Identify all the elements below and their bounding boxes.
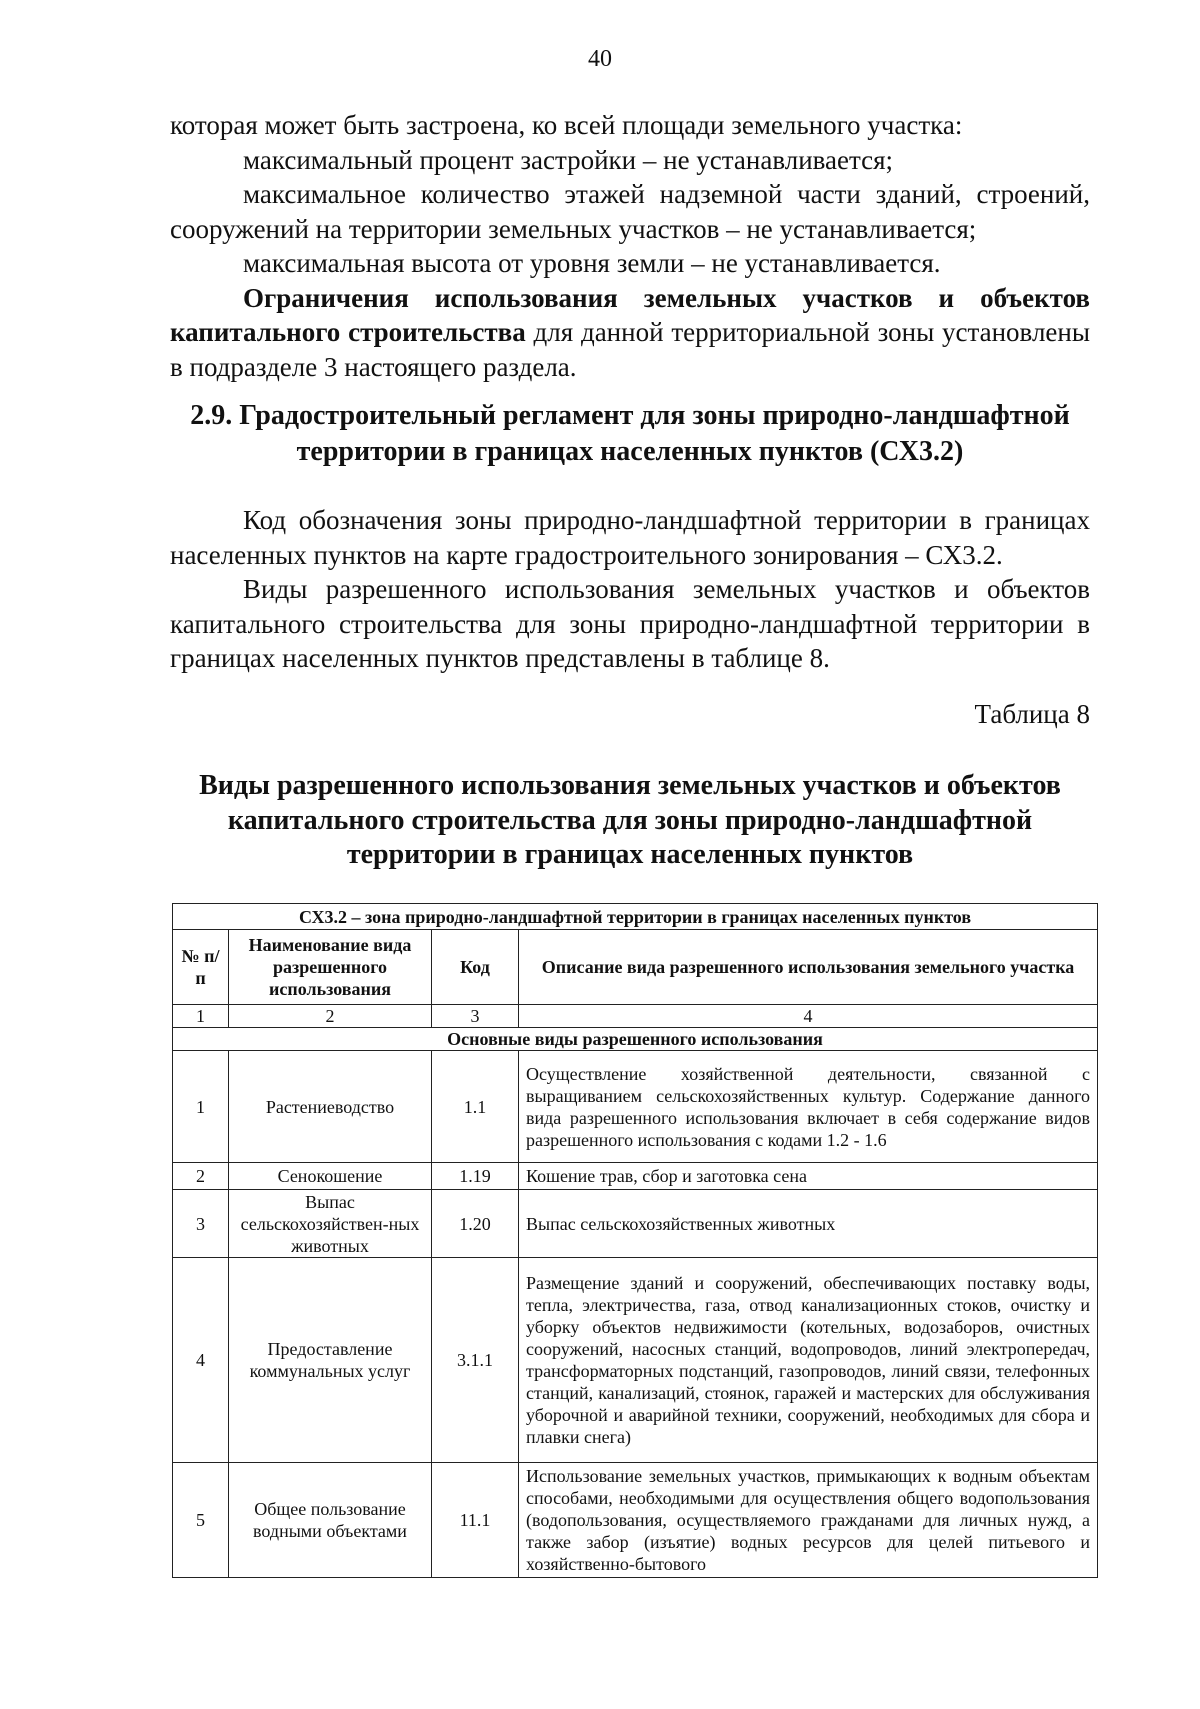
row-name: Растениеводство <box>229 1051 432 1163</box>
permitted-uses-table <box>172 903 1098 1578</box>
row-code: 11.1 <box>432 1463 519 1578</box>
section-heading <box>170 398 1090 470</box>
paragraph-zone-code: Код обозначения зоны природно-ландшафтной территории в границах населенных пунктов на карте градостроительного зонирования – СХ3.2. <box>170 505 1090 570</box>
column-number: 3 <box>432 1005 519 1028</box>
row-description: Выпас сельскохозяйственных животных <box>519 1190 1098 1258</box>
table-title-line3: территории в границах населенных пунктов <box>346 839 914 870</box>
header-code: Код <box>432 930 519 1005</box>
header-description: Описание вида разрешенного использования земельного участка <box>519 930 1098 1005</box>
paragraph-restrictions <box>170 281 1090 385</box>
row-code: 1.20 <box>432 1190 519 1258</box>
row-num: 4 <box>173 1258 229 1463</box>
intro-text-block <box>170 108 1090 384</box>
restrictions-rest-text: для данной территориальной зоны установлены в подразделе 3 настоящего раздела. <box>170 317 1090 382</box>
section-heading-line1: 2.9. Градостроительный регламент для зоны природно-ландшафтной <box>190 400 1070 431</box>
row-name: Предоставление коммунальных услуг <box>229 1258 432 1463</box>
page-number: 40 <box>588 46 612 72</box>
table-row <box>173 1258 1098 1463</box>
column-number-row <box>173 1005 1098 1028</box>
row-code: 1.19 <box>432 1163 519 1190</box>
table-row <box>173 1163 1098 1190</box>
column-number: 2 <box>229 1005 432 1028</box>
zone-description-block <box>170 503 1090 676</box>
table-row <box>173 1463 1098 1578</box>
table-row <box>173 1051 1098 1163</box>
row-description: Размещение зданий и сооружений, обеспечивающих поставку воды, тепла, электричества, газа, отвод канализационных стоков, очистку и уборку объектов недвижимости (котельных, водозаборов, очистных сооружений, насосных станций, водопроводов, линий электропередач, трансформаторных подстанций, газопроводов, линий связи, телефонных станций, канализаций, стоянок, гаражей и мастерских для обслуживания уборочной и аварийной техники, сооружений, необходимых для сбора и плавки снега) <box>519 1258 1098 1463</box>
zone-header-cell: СХ3.2 – зона природно-ландшафтной территории в границах населенных пунктов <box>173 904 1098 930</box>
column-number: 1 <box>173 1005 229 1028</box>
group-header-cell: Основные виды разрешенного использования <box>173 1028 1098 1051</box>
row-description: Использование земельных участков, примыкающих к водным объектам способами, необходимыми для осуществления общего водопользования (водопользования, осуществляемого гражданами для личных нужд, а также забор (изъятие) водных ресурсов для целей питьевого и хозяйственно-бытового <box>519 1463 1098 1578</box>
row-name: Выпас сельскохозяйствен-ных животных <box>229 1190 432 1258</box>
paragraph-max-floors-line1: максимальное количество этажей надземной части зданий, строений, <box>243 179 1090 209</box>
group-header-row <box>173 1028 1098 1051</box>
paragraph-continuation: которая может быть застроена, ко всей площади земельного участка: <box>170 110 963 140</box>
header-num: № п/п <box>173 930 229 1005</box>
row-name: Сенокошение <box>229 1163 432 1190</box>
header-name: Наименование вида разрешенного использования <box>229 930 432 1005</box>
table-title-line1: Виды разрешенного использования земельных участков и объектов <box>199 770 1061 801</box>
table-title <box>160 769 1100 873</box>
row-num: 1 <box>173 1051 229 1163</box>
row-num: 3 <box>173 1190 229 1258</box>
zone-header-row <box>173 904 1098 930</box>
row-description: Осуществление хозяйственной деятельности, связанной с выращиванием сельскохозяйственных культур. Содержание данного вида разрешенного использования включает в себя содержание видов разрешенного использования с кодами 1.2 - 1.6 <box>519 1051 1098 1163</box>
table-caption: Таблица 8 <box>974 699 1090 729</box>
section-heading-line2: территории в границах населенных пунктов (СХ3.2) <box>296 436 964 467</box>
column-number: 4 <box>519 1005 1098 1028</box>
row-code: 3.1.1 <box>432 1258 519 1463</box>
paragraph-max-floors-line2: сооружений на территории земельных участков – не устанавливается; <box>170 213 977 244</box>
row-description: Кошение трав, сбор и заготовка сена <box>519 1163 1098 1190</box>
column-header-row <box>173 930 1098 1005</box>
table-row <box>173 1190 1098 1258</box>
paragraph-max-height: максимальная высота от уровня земли – не устанавливается. <box>243 248 941 278</box>
row-code: 1.1 <box>432 1051 519 1163</box>
paragraph-permitted-uses-intro: Виды разрешенного использования земельных участков и объектов капитального строительства для зоны природно-ландшафтной территории в границах населенных пунктов представлены в таблице 8. <box>170 574 1090 673</box>
row-num: 5 <box>173 1463 229 1578</box>
row-name: Общее пользование водными объектами <box>229 1463 432 1578</box>
restrictions-bold-text: Ограничения использования земельных участков и объектов капитального строительства <box>170 282 1090 347</box>
table-title-line2: капитального строительства для зоны природно-ландшафтной <box>227 804 1033 836</box>
paragraph-max-build-percent: максимальный процент застройки – не устанавливается; <box>243 144 894 175</box>
row-num: 2 <box>173 1163 229 1190</box>
